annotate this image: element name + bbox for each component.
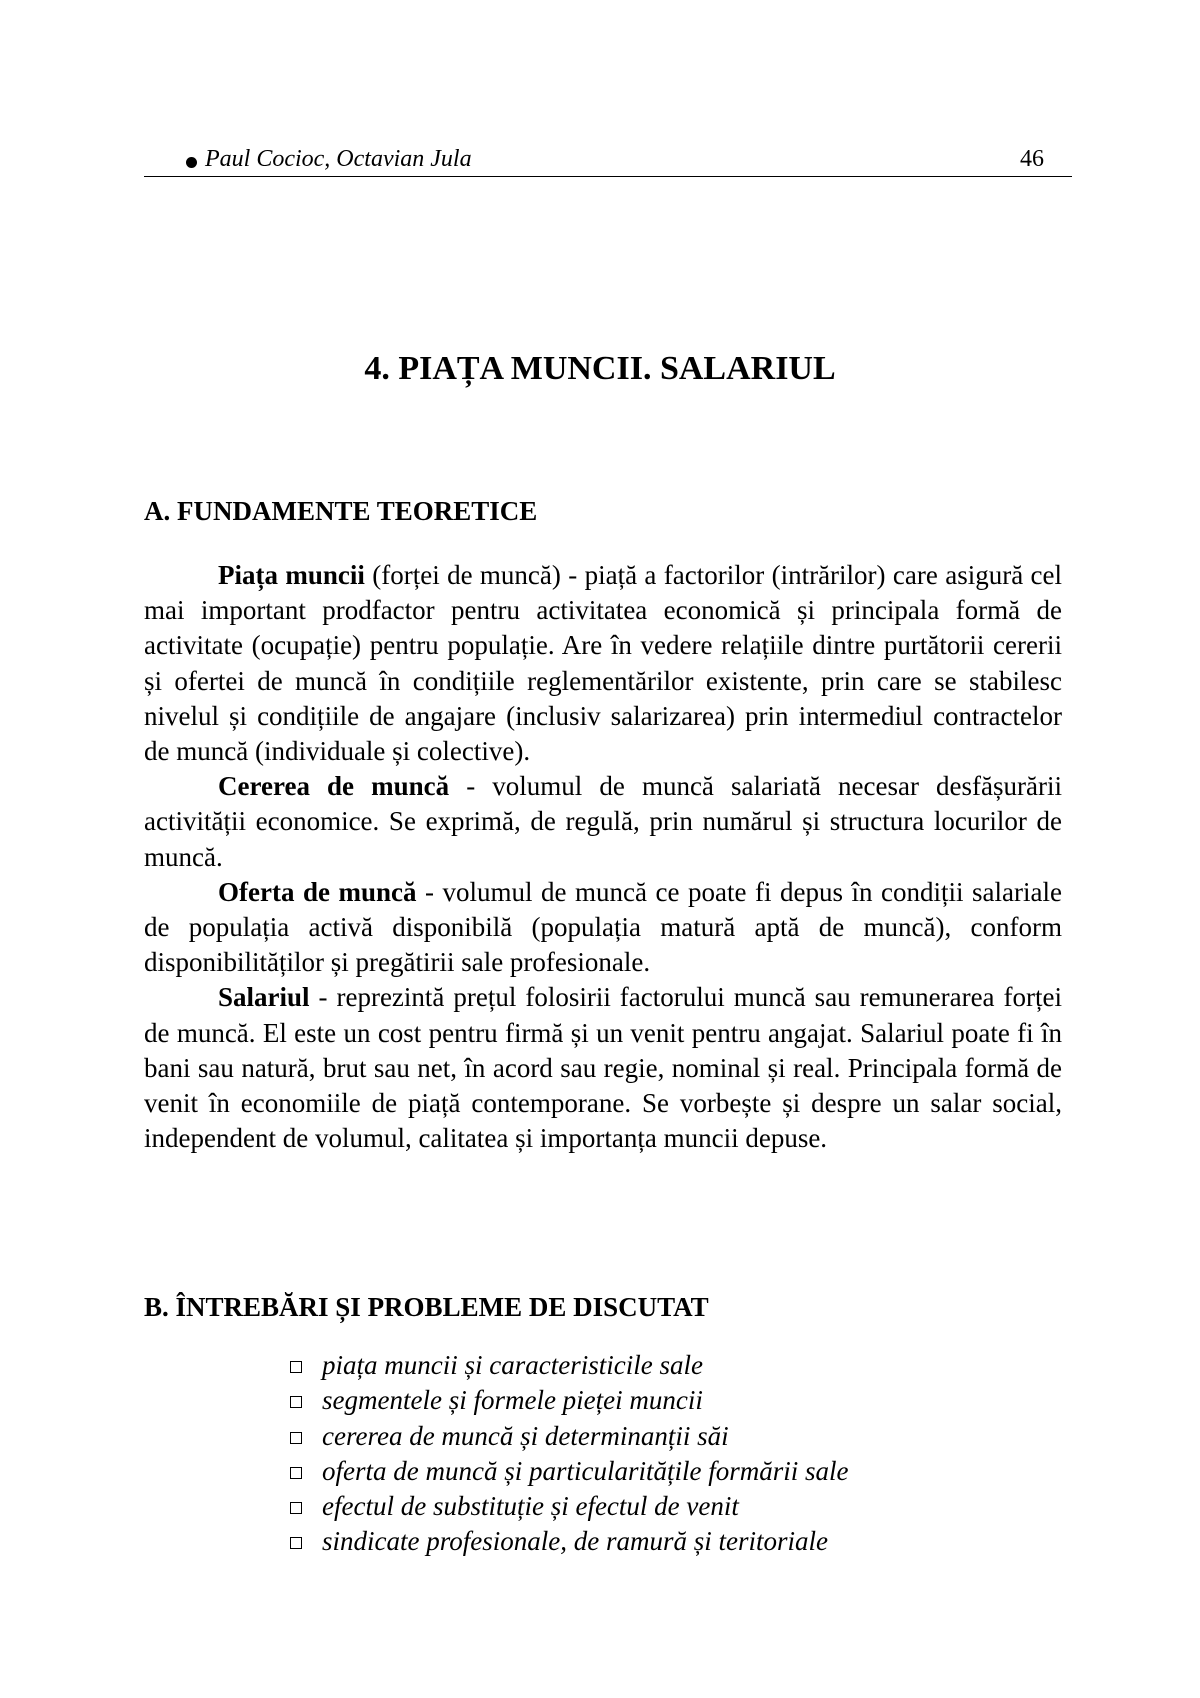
- definition-paragraph: [144, 769, 1062, 875]
- discussion-topics-list: [286, 1348, 848, 1560]
- definition-text: - reprezintă prețul folosirii factorului muncă sau remunerarea forței de muncă. El este un cost pentru firmă și un venit pentru angajat. Salariul poate fi în bani sau natură, brut sau net, în acord sau regie, nominal și real. Principala formă de venit în economiile de piață contemporane. Se vorbește și despre un salar social, independent de volumul, calitatea și importanța muncii depuse.: [144, 982, 1062, 1154]
- checkbox-square-icon: [290, 1361, 302, 1373]
- list-item: [286, 1489, 848, 1524]
- list-item: [286, 1419, 848, 1454]
- definition-text: - volumul de muncă ce poate fi depus în condiții salariale de populația activă disponibilă (populația matură aptă de muncă), conform disponibilităților și pregătirii sale profesionale.: [144, 876, 1062, 978]
- definitions-body: [144, 558, 1062, 1156]
- topic-text: cererea de muncă și determinanții săi: [322, 1420, 729, 1451]
- topic-text: efectul de substituție și efectul de venit: [322, 1491, 739, 1522]
- definition-term: Salariul: [218, 982, 310, 1013]
- checkbox-square-icon: [290, 1537, 302, 1549]
- topic-text: piața muncii și caracteristicile sale: [322, 1350, 703, 1380]
- definition-term: Cererea de muncă: [218, 771, 450, 802]
- topic-text: sindicate profesionale, de ramură și teritoriale: [322, 1526, 828, 1557]
- bullet-icon: [186, 157, 197, 168]
- list-item: [286, 1524, 848, 1559]
- definition-term: Oferta de muncă: [218, 876, 417, 907]
- checkbox-square-icon: [290, 1467, 302, 1479]
- definition-text: - volumul de muncă salariată necesar desfășurării activității economice. Se exprimă, de regulă, prin numărul și structura locurilor de muncă.: [144, 771, 1062, 872]
- section-b-heading: B. ÎNTREBĂRI ȘI PROBLEME DE DISCUTAT: [144, 1292, 709, 1322]
- list-item: [286, 1348, 848, 1383]
- running-header: [144, 142, 1072, 177]
- checkbox-square-icon: [290, 1502, 302, 1514]
- definition-paragraph: [144, 558, 1062, 769]
- checkbox-square-icon: [290, 1396, 302, 1408]
- page-number: 46: [1020, 146, 1044, 172]
- definition-term: Piața muncii: [218, 560, 365, 590]
- definition-text: (forței de muncă) - piață a factorilor (intrărilor) care asigură cel mai important prodfactor pentru activitatea economică și principala formă de activitate (ocupație) pentru populație. Are în vedere relațiile dintre purtătorii cererii și ofertei de muncă în condițiile reglementărilor existente, prin care se stabilesc nivelul și condițiile de angajare (inclusiv salarizarea) prin intermediul contractelor de muncă (individuale și colective).: [144, 560, 1063, 767]
- list-item: [286, 1454, 848, 1489]
- checkbox-square-icon: [290, 1432, 302, 1444]
- topic-text: oferta de muncă și particularitățile formării sale: [322, 1455, 849, 1486]
- definition-paragraph: [144, 875, 1062, 981]
- list-item: [286, 1383, 848, 1418]
- definition-paragraph: [144, 980, 1062, 1156]
- chapter-title: 4. PIAȚA MUNCII. SALARIUL: [364, 350, 836, 387]
- header-author: Paul Cocioc, Octavian Jula: [205, 146, 472, 172]
- section-a-heading: A. FUNDAMENTE TEORETICE: [144, 496, 538, 526]
- topic-text: segmentele și formele pieței muncii: [322, 1385, 703, 1416]
